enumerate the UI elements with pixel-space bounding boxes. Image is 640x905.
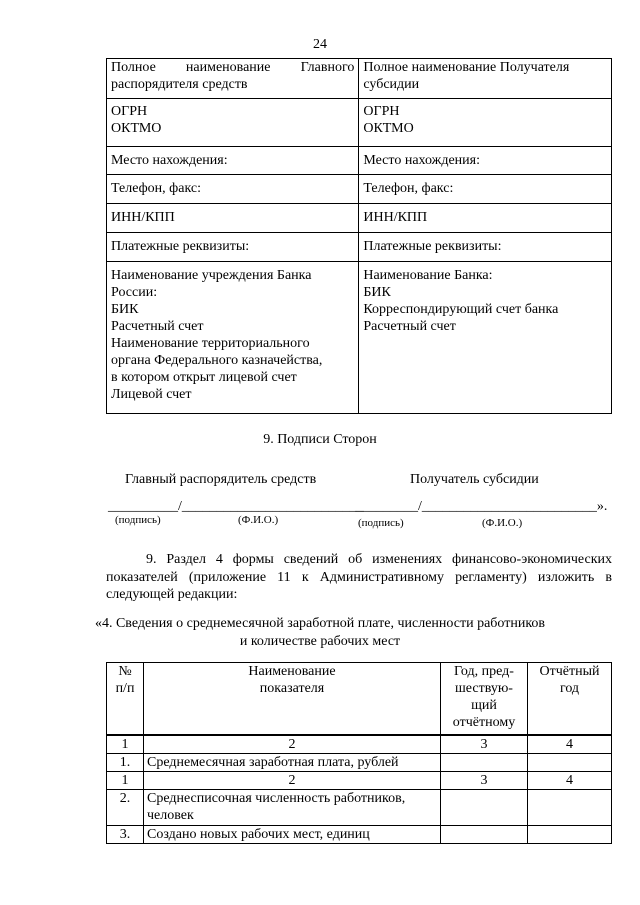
left-codes-cell	[107, 99, 359, 147]
left-location: Место нахождения:	[107, 147, 359, 175]
left-sign-caption: (подпись)	[115, 514, 161, 526]
requisites-table	[106, 58, 612, 414]
signatures-title: 9. Подписи Сторон	[263, 432, 377, 447]
right-heading-line2: субсидии	[363, 77, 420, 92]
cell: 3.	[107, 825, 144, 843]
header-prev-line: щий	[471, 698, 497, 713]
left-bank-line: России:	[111, 285, 158, 300]
header-prev-line: отчётному	[452, 715, 516, 730]
right-signature-line: _________/_________________________».	[355, 499, 608, 514]
right-phone: Телефон, факс:	[359, 175, 612, 204]
table-row	[107, 771, 612, 789]
right-location: Место нахождения:	[359, 147, 612, 175]
header-report-line1: Отчётный	[539, 664, 600, 679]
right-bank-cell	[359, 262, 612, 414]
header-name	[144, 663, 441, 735]
left-heading-line1: Полное наименование Главного	[111, 60, 355, 75]
table-row	[107, 233, 612, 262]
section4-title-line1: «4. Сведения о среднемесячной заработной плате, численности работников	[94, 616, 546, 631]
left-phone: Телефон, факс:	[107, 175, 359, 204]
table-row	[107, 59, 612, 99]
header-report-line2: год	[559, 681, 580, 696]
header-prev-line: шествую-	[455, 681, 513, 696]
left-name-caption: (Ф.И.О.)	[238, 514, 279, 526]
row-name-line2: человек	[147, 807, 194, 823]
header-num-line1: №	[118, 664, 132, 679]
right-payment: Платежные реквизиты:	[359, 233, 612, 262]
table-row	[107, 825, 612, 843]
header-name-line1: Наименование	[248, 664, 336, 679]
cell: 1	[107, 771, 144, 789]
amendment-paragraph: 9. Раздел 4 формы сведений об изменениях финансово-экономических показателей (приложение 11 к Административному регламенту) изложить в следующей редакции:	[106, 552, 612, 602]
cell	[528, 753, 612, 771]
table-row	[107, 175, 612, 204]
cell	[441, 753, 528, 771]
left-bank-line: Лицевой счет	[111, 387, 192, 402]
table-row	[107, 753, 612, 771]
cell	[528, 825, 612, 843]
right-codes-cell	[359, 99, 612, 147]
cell: 1.	[107, 753, 144, 771]
right-name-caption: (Ф.И.О.)	[482, 517, 523, 529]
table-row	[107, 735, 612, 754]
cell	[528, 789, 612, 825]
right-sign-caption: (подпись)	[358, 517, 404, 529]
header-name-line2: показателя	[259, 681, 325, 696]
right-bank-line: БИК	[363, 285, 391, 300]
right-bank-line: Корреспондирующий счет банка	[363, 302, 559, 317]
left-bank-cell	[107, 262, 359, 414]
cell: 4	[528, 735, 612, 754]
table-row	[107, 262, 612, 414]
cell: 2	[144, 735, 441, 754]
cell: Создано новых рабочих мест, единиц	[144, 825, 441, 843]
header-prev-year	[441, 663, 528, 735]
left-heading-line2: распорядителя средств	[111, 77, 248, 92]
left-bank-line: органа Федерального казначейства,	[111, 353, 323, 368]
header-num	[107, 663, 144, 735]
cell: 2	[144, 771, 441, 789]
cell: 3	[441, 771, 528, 789]
left-bank-line: Наименование территориального	[111, 336, 310, 351]
section4-title-line2: и количестве рабочих мест	[239, 634, 401, 649]
table-row	[107, 99, 612, 147]
cell	[144, 789, 441, 825]
table-row	[107, 789, 612, 825]
page-number: 24	[313, 37, 327, 52]
left-inn: ИНН/КПП	[107, 204, 359, 233]
right-party-label: Получатель субсидии	[410, 472, 539, 487]
indicators-table	[106, 662, 612, 844]
right-ogrn: ОГРН	[363, 104, 400, 119]
left-bank-line: в котором открыт лицевой счет	[111, 370, 297, 385]
left-party-label: Главный распорядитель средств	[125, 472, 317, 487]
left-bank-line: Расчетный счет	[111, 319, 204, 334]
right-bank-line: Расчетный счет	[363, 319, 456, 334]
cell	[441, 789, 528, 825]
cell: 4	[528, 771, 612, 789]
right-heading-line1: Полное наименование Получателя	[363, 60, 570, 75]
table-row	[107, 147, 612, 175]
header-report-year	[528, 663, 612, 735]
cell: 2.	[107, 789, 144, 825]
left-signature-line: __________/__________________________	[108, 499, 364, 514]
cell: 3	[441, 735, 528, 754]
cell: Среднемесячная заработная плата, рублей	[144, 753, 441, 771]
right-oktmo: ОКТМО	[363, 121, 414, 136]
table-header-row	[107, 663, 612, 735]
row-name-line1: Среднесписочная численность работников,	[147, 790, 406, 806]
left-ogrn: ОГРН	[111, 104, 148, 119]
right-bank-line: Наименование Банка:	[363, 268, 493, 283]
header-prev-line: Год, пред-	[454, 664, 514, 679]
cell	[441, 825, 528, 843]
left-payment: Платежные реквизиты:	[107, 233, 359, 262]
right-inn: ИНН/КПП	[359, 204, 612, 233]
left-bank-line: Наименование учреждения Банка	[111, 268, 312, 283]
left-bank-line: БИК	[111, 302, 139, 317]
left-oktmo: ОКТМО	[111, 121, 162, 136]
header-num-line2: п/п	[115, 681, 135, 696]
table-row	[107, 204, 612, 233]
left-heading-cell	[107, 59, 359, 99]
right-heading-cell	[359, 59, 612, 99]
cell: 1	[107, 735, 144, 754]
